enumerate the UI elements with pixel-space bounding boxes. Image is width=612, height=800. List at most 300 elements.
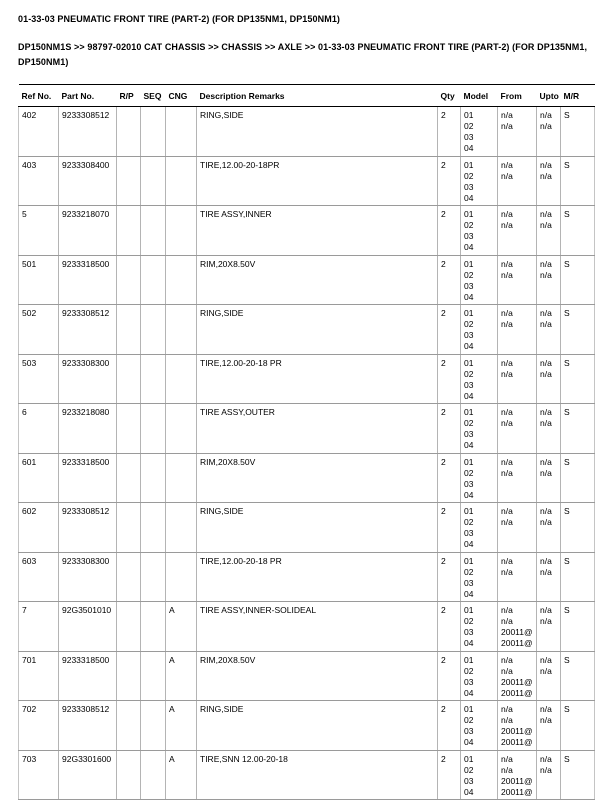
- cell-qty: 2: [438, 404, 461, 454]
- cell-upto: [537, 552, 561, 602]
- cell-upto-line: n/a: [540, 159, 552, 170]
- cell-model: [461, 651, 498, 701]
- cell-upto-line: n/a: [540, 665, 552, 676]
- cell-model: [461, 354, 498, 404]
- cell-seq: [141, 503, 166, 553]
- cell-model: [461, 750, 498, 800]
- table-body: [19, 107, 595, 800]
- cell-qty: 2: [438, 503, 461, 553]
- cell-seq: [141, 701, 166, 751]
- cell-model-line: 01: [464, 308, 474, 319]
- cell-from-line: n/a: [501, 357, 513, 368]
- cell-from: [498, 750, 537, 800]
- cell-from-line: n/a: [501, 209, 513, 220]
- cell-part: 9233308512: [59, 107, 117, 157]
- cell-from: [498, 701, 537, 751]
- cell-model-line: 03: [464, 181, 474, 192]
- cell-from: [498, 354, 537, 404]
- cell-desc: TIRE ASSY,INNER-SOLIDEAL: [197, 602, 438, 652]
- cell-from-line: n/a: [501, 368, 513, 379]
- cell-seq: [141, 552, 166, 602]
- cell-qty: 2: [438, 602, 461, 652]
- cell-model-line: 04: [464, 687, 474, 698]
- cell-cng: [166, 503, 197, 553]
- cell-model-line: 04: [464, 786, 474, 797]
- cell-from: [498, 503, 537, 553]
- cell-from-line: n/a: [501, 665, 513, 676]
- cell-model: [461, 503, 498, 553]
- cell-upto-line: n/a: [540, 605, 552, 616]
- cell-cng: [166, 255, 197, 305]
- cell-model-line: 03: [464, 528, 474, 539]
- cell-ref: 7: [19, 602, 59, 652]
- column-header-description-remarks: Description Remarks: [197, 85, 438, 107]
- cell-rp: [117, 305, 141, 355]
- cell-upto-line: n/a: [540, 170, 552, 181]
- cell-model-line: 04: [464, 539, 474, 550]
- cell-from-line: 20011@: [501, 687, 533, 698]
- cell-model-line: 02: [464, 319, 474, 330]
- cell-mr: S: [561, 305, 595, 355]
- cell-model-line: 01: [464, 407, 474, 418]
- cell-from-line: n/a: [501, 110, 513, 121]
- cell-rp: [117, 255, 141, 305]
- cell-mr: S: [561, 701, 595, 751]
- cell-ref: 603: [19, 552, 59, 602]
- cell-mr: S: [561, 156, 595, 206]
- cell-seq: [141, 404, 166, 454]
- cell-part: 9233318500: [59, 255, 117, 305]
- cell-desc: RING,SIDE: [197, 305, 438, 355]
- cell-qty: 2: [438, 552, 461, 602]
- cell-from-line: 20011@: [501, 726, 533, 737]
- cell-ref: 703: [19, 750, 59, 800]
- cell-model-line: 04: [464, 192, 474, 203]
- cell-model-line: 01: [464, 753, 474, 764]
- cell-from-line: n/a: [501, 517, 513, 528]
- cell-upto-line: n/a: [540, 121, 552, 132]
- cell-from-line: 20011@: [501, 775, 533, 786]
- cell-upto: [537, 107, 561, 157]
- cell-from: [498, 552, 537, 602]
- column-header-cng: CNG: [166, 85, 197, 107]
- cell-desc: RIM,20X8.50V: [197, 651, 438, 701]
- table-row: [19, 156, 595, 206]
- breadcrumb: DP150NM1S >> 98797-02010 CAT CHASSIS >> CHASSIS >> AXLE >> 01-33-03 PNEUMATIC FRONT TIRE (PART-2) (FOR DP135NM1, DP150NM1): [18, 41, 588, 67]
- cell-desc: RING,SIDE: [197, 107, 438, 157]
- cell-qty: 2: [438, 701, 461, 751]
- cell-desc: TIRE,12.00-20-18 PR: [197, 354, 438, 404]
- cell-model: [461, 206, 498, 256]
- cell-from: [498, 602, 537, 652]
- table-row: [19, 552, 595, 602]
- cell-cng: [166, 107, 197, 157]
- column-header-upto: Upto: [537, 85, 561, 107]
- cell-model-line: 03: [464, 577, 474, 588]
- cell-from: [498, 107, 537, 157]
- cell-part: 92G3501010: [59, 602, 117, 652]
- column-header-seq: SEQ: [141, 85, 166, 107]
- cell-desc: TIRE,SNN 12.00-20-18: [197, 750, 438, 800]
- cell-from-line: n/a: [501, 308, 513, 319]
- cell-model-line: 01: [464, 159, 474, 170]
- cell-model-line: 01: [464, 555, 474, 566]
- cell-model-line: 03: [464, 726, 474, 737]
- cell-part: 9233318500: [59, 453, 117, 503]
- cell-cng: [166, 354, 197, 404]
- cell-from-line: n/a: [501, 319, 513, 330]
- table-row: [19, 305, 595, 355]
- cell-from-line: 20011@: [501, 627, 533, 638]
- cell-rp: [117, 404, 141, 454]
- cell-upto-line: n/a: [540, 319, 552, 330]
- cell-rp: [117, 503, 141, 553]
- cell-qty: 2: [438, 305, 461, 355]
- cell-from-line: n/a: [501, 753, 513, 764]
- cell-desc: TIRE,12.00-20-18PR: [197, 156, 438, 206]
- table-row: [19, 206, 595, 256]
- cell-upto-line: n/a: [540, 110, 552, 121]
- cell-mr: S: [561, 503, 595, 553]
- cell-qty: 2: [438, 453, 461, 503]
- column-header-m-r: M/R: [561, 85, 595, 107]
- cell-model-line: 03: [464, 676, 474, 687]
- cell-model: [461, 305, 498, 355]
- cell-from-line: n/a: [501, 170, 513, 181]
- cell-ref: 601: [19, 453, 59, 503]
- cell-model-line: 02: [464, 170, 474, 181]
- column-header-model: Model: [461, 85, 498, 107]
- cell-part: 9233308512: [59, 701, 117, 751]
- cell-model-line: 03: [464, 280, 474, 291]
- cell-ref: 701: [19, 651, 59, 701]
- cell-rp: [117, 750, 141, 800]
- table-row: [19, 453, 595, 503]
- cell-desc: TIRE,12.00-20-18 PR: [197, 552, 438, 602]
- cell-desc: RING,SIDE: [197, 503, 438, 553]
- cell-model-line: 01: [464, 605, 474, 616]
- table-row: [19, 602, 595, 652]
- cell-from: [498, 156, 537, 206]
- cell-model-line: 04: [464, 341, 474, 352]
- cell-upto-line: n/a: [540, 506, 552, 517]
- cell-from: [498, 404, 537, 454]
- cell-seq: [141, 602, 166, 652]
- cell-mr: S: [561, 404, 595, 454]
- cell-from-line: n/a: [501, 715, 513, 726]
- cell-model-line: 04: [464, 440, 474, 451]
- cell-from: [498, 305, 537, 355]
- cell-cng: [166, 404, 197, 454]
- cell-model-line: 02: [464, 665, 474, 676]
- cell-model-line: 02: [464, 616, 474, 627]
- cell-cng: [166, 552, 197, 602]
- cell-from-line: n/a: [501, 704, 513, 715]
- cell-from-line: n/a: [501, 220, 513, 231]
- cell-seq: [141, 255, 166, 305]
- cell-upto: [537, 255, 561, 305]
- cell-mr: S: [561, 602, 595, 652]
- cell-model-line: 02: [464, 121, 474, 132]
- cell-from-line: n/a: [501, 616, 513, 627]
- column-header-part-no: Part No.: [59, 85, 117, 107]
- cell-from-line: n/a: [501, 121, 513, 132]
- cell-seq: [141, 453, 166, 503]
- cell-desc: RIM,20X8.50V: [197, 453, 438, 503]
- cell-model-line: 01: [464, 110, 474, 121]
- cell-model-line: 01: [464, 654, 474, 665]
- cell-model-line: 04: [464, 242, 474, 253]
- cell-cng: A: [166, 602, 197, 652]
- cell-from-line: 20011@: [501, 737, 533, 748]
- cell-mr: S: [561, 354, 595, 404]
- cell-mr: S: [561, 750, 595, 800]
- cell-model-line: 02: [464, 517, 474, 528]
- cell-seq: [141, 750, 166, 800]
- cell-cng: A: [166, 651, 197, 701]
- cell-upto: [537, 354, 561, 404]
- cell-upto-line: n/a: [540, 654, 552, 665]
- cell-upto-line: n/a: [540, 555, 552, 566]
- cell-mr: S: [561, 206, 595, 256]
- table-row: [19, 354, 595, 404]
- cell-mr: S: [561, 107, 595, 157]
- cell-model-line: 02: [464, 368, 474, 379]
- cell-mr: S: [561, 255, 595, 305]
- cell-from-line: n/a: [501, 418, 513, 429]
- table-row: [19, 255, 595, 305]
- cell-from-line: n/a: [501, 159, 513, 170]
- cell-upto: [537, 206, 561, 256]
- cell-upto-line: n/a: [540, 407, 552, 418]
- cell-qty: 2: [438, 255, 461, 305]
- cell-qty: 2: [438, 651, 461, 701]
- cell-from-line: 20011@: [501, 786, 533, 797]
- cell-seq: [141, 156, 166, 206]
- table-header: [19, 85, 595, 107]
- cell-model-line: 02: [464, 764, 474, 775]
- parts-table: [18, 84, 595, 800]
- cell-model-line: 02: [464, 715, 474, 726]
- cell-model-line: 01: [464, 209, 474, 220]
- cell-seq: [141, 305, 166, 355]
- cell-mr: S: [561, 552, 595, 602]
- cell-from-line: n/a: [501, 555, 513, 566]
- column-header-qty: Qty: [438, 85, 461, 107]
- cell-model-line: 01: [464, 258, 474, 269]
- cell-model-line: 03: [464, 627, 474, 638]
- cell-rp: [117, 156, 141, 206]
- cell-qty: 2: [438, 750, 461, 800]
- cell-upto-line: n/a: [540, 269, 552, 280]
- cell-model-line: 01: [464, 456, 474, 467]
- cell-from-line: n/a: [501, 605, 513, 616]
- cell-upto: [537, 503, 561, 553]
- table-row: [19, 503, 595, 553]
- cell-model-line: 03: [464, 132, 474, 143]
- cell-upto-line: n/a: [540, 566, 552, 577]
- cell-model-line: 01: [464, 506, 474, 517]
- cell-ref: 502: [19, 305, 59, 355]
- cell-model-line: 04: [464, 737, 474, 748]
- cell-part: 9233218080: [59, 404, 117, 454]
- cell-seq: [141, 354, 166, 404]
- cell-model-line: 03: [464, 429, 474, 440]
- cell-upto-line: n/a: [540, 418, 552, 429]
- cell-part: 9233218070: [59, 206, 117, 256]
- cell-from: [498, 651, 537, 701]
- cell-model: [461, 156, 498, 206]
- cell-upto: [537, 453, 561, 503]
- cell-upto-line: n/a: [540, 753, 552, 764]
- cell-upto-line: n/a: [540, 209, 552, 220]
- column-header-ref-no: Ref No.: [19, 85, 59, 107]
- cell-qty: 2: [438, 107, 461, 157]
- cell-mr: S: [561, 651, 595, 701]
- table-header-row: [19, 85, 595, 107]
- cell-model-line: 02: [464, 418, 474, 429]
- cell-from-line: n/a: [501, 269, 513, 280]
- cell-from-line: n/a: [501, 654, 513, 665]
- cell-seq: [141, 107, 166, 157]
- cell-upto: [537, 156, 561, 206]
- cell-part: 9233318500: [59, 651, 117, 701]
- cell-model: [461, 552, 498, 602]
- cell-model-line: 04: [464, 143, 474, 154]
- cell-model-line: 03: [464, 478, 474, 489]
- table-row: [19, 651, 595, 701]
- cell-cng: [166, 206, 197, 256]
- cell-cng: [166, 453, 197, 503]
- cell-upto-line: n/a: [540, 368, 552, 379]
- cell-upto-line: n/a: [540, 456, 552, 467]
- table-row: [19, 107, 595, 157]
- cell-cng: A: [166, 701, 197, 751]
- cell-from: [498, 206, 537, 256]
- cell-model-line: 04: [464, 489, 474, 500]
- cell-ref: 5: [19, 206, 59, 256]
- cell-cng: A: [166, 750, 197, 800]
- cell-upto: [537, 305, 561, 355]
- cell-ref: 503: [19, 354, 59, 404]
- cell-upto: [537, 404, 561, 454]
- cell-upto-line: n/a: [540, 704, 552, 715]
- column-header-r-p: R/P: [117, 85, 141, 107]
- cell-rp: [117, 701, 141, 751]
- table-row: [19, 750, 595, 800]
- cell-from: [498, 255, 537, 305]
- cell-from-line: 20011@: [501, 676, 533, 687]
- cell-model: [461, 602, 498, 652]
- cell-rp: [117, 651, 141, 701]
- cell-model-line: 02: [464, 269, 474, 280]
- cell-model-line: 03: [464, 379, 474, 390]
- cell-upto-line: n/a: [540, 715, 552, 726]
- cell-from-line: 20011@: [501, 638, 533, 649]
- cell-upto-line: n/a: [540, 357, 552, 368]
- cell-model: [461, 453, 498, 503]
- cell-upto-line: n/a: [540, 308, 552, 319]
- cell-model-line: 04: [464, 291, 474, 302]
- cell-model-line: 02: [464, 566, 474, 577]
- cell-part: 9233308512: [59, 503, 117, 553]
- cell-part: 92G3301600: [59, 750, 117, 800]
- cell-upto-line: n/a: [540, 517, 552, 528]
- cell-seq: [141, 651, 166, 701]
- cell-model: [461, 107, 498, 157]
- column-header-from: From: [498, 85, 537, 107]
- cell-seq: [141, 206, 166, 256]
- cell-upto: [537, 602, 561, 652]
- cell-model-line: 03: [464, 775, 474, 786]
- cell-ref: 702: [19, 701, 59, 751]
- cell-model-line: 04: [464, 638, 474, 649]
- cell-from-line: n/a: [501, 506, 513, 517]
- cell-ref: 602: [19, 503, 59, 553]
- cell-model-line: 01: [464, 704, 474, 715]
- cell-from-line: n/a: [501, 764, 513, 775]
- cell-upto-line: n/a: [540, 258, 552, 269]
- cell-rp: [117, 453, 141, 503]
- cell-from-line: n/a: [501, 456, 513, 467]
- page-title: 01-33-03 PNEUMATIC FRONT TIRE (PART-2) (FOR DP135NM1, DP150NM1): [18, 14, 341, 24]
- cell-upto-line: n/a: [540, 220, 552, 231]
- cell-upto: [537, 701, 561, 751]
- cell-upto-line: n/a: [540, 616, 552, 627]
- cell-model: [461, 701, 498, 751]
- cell-desc: RIM,20X8.50V: [197, 255, 438, 305]
- table-row: [19, 701, 595, 751]
- cell-ref: 403: [19, 156, 59, 206]
- cell-ref: 402: [19, 107, 59, 157]
- cell-from-line: n/a: [501, 258, 513, 269]
- cell-cng: [166, 305, 197, 355]
- cell-model: [461, 255, 498, 305]
- cell-qty: 2: [438, 354, 461, 404]
- cell-model-line: 01: [464, 357, 474, 368]
- cell-part: 9233308512: [59, 305, 117, 355]
- cell-part: 9233308400: [59, 156, 117, 206]
- cell-cng: [166, 156, 197, 206]
- cell-from-line: n/a: [501, 407, 513, 418]
- cell-model-line: 03: [464, 231, 474, 242]
- cell-upto-line: n/a: [540, 764, 552, 775]
- cell-model-line: 04: [464, 390, 474, 401]
- cell-desc: TIRE ASSY,OUTER: [197, 404, 438, 454]
- cell-model: [461, 404, 498, 454]
- cell-model-line: 04: [464, 588, 474, 599]
- cell-upto-line: n/a: [540, 467, 552, 478]
- cell-mr: S: [561, 453, 595, 503]
- cell-rp: [117, 107, 141, 157]
- cell-upto: [537, 750, 561, 800]
- cell-model-line: 02: [464, 467, 474, 478]
- cell-ref: 6: [19, 404, 59, 454]
- cell-part: 9233308300: [59, 354, 117, 404]
- cell-model-line: 03: [464, 330, 474, 341]
- cell-rp: [117, 206, 141, 256]
- cell-rp: [117, 552, 141, 602]
- cell-desc: TIRE ASSY,INNER: [197, 206, 438, 256]
- cell-model-line: 02: [464, 220, 474, 231]
- cell-desc: RING,SIDE: [197, 701, 438, 751]
- cell-part: 9233308300: [59, 552, 117, 602]
- cell-qty: 2: [438, 156, 461, 206]
- cell-from: [498, 453, 537, 503]
- cell-upto: [537, 651, 561, 701]
- cell-qty: 2: [438, 206, 461, 256]
- cell-rp: [117, 354, 141, 404]
